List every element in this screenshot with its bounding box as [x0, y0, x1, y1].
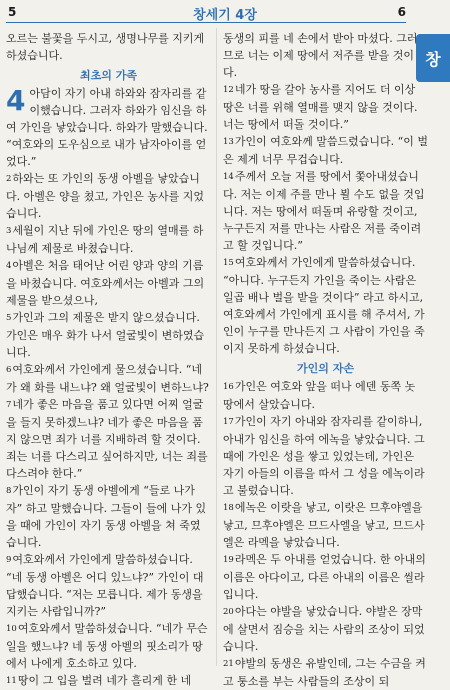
- verse-text: 아벨은 처음 태어난 어린 양과 양의 기름을 바쳤습니다. 여호와께서는 아벨과 그의 제물을 받으셨으나,: [6, 259, 205, 307]
- verse-number: 8: [6, 486, 12, 496]
- verse-number: 6: [6, 365, 12, 375]
- verse-text: 여호와께서 말씀하셨습니다. “네가 무슨 일을 했느냐? 네 동생 아벨의 핏소리가 땅에서 나에게 호소하고 있다.: [6, 622, 208, 670]
- verse: [223, 378, 428, 413]
- verse-text: 네가 땅을 갈아 농사를 지어도 더 이상 땅은 너를 위해 열매를 맺지 않을 것이다. 너는 땅에서 떠돌 것이다.”: [223, 83, 418, 131]
- verse-number: 12: [223, 85, 234, 95]
- verse-text: 야발의 동생은 유발인데, 그는 수금을 켜고 퉁소를 부는 사람들의 조상이 되: [223, 657, 426, 688]
- right-verses-a: [223, 30, 428, 357]
- verse-number: 3: [6, 226, 12, 236]
- verse: [6, 170, 211, 222]
- verse-text: 네가 좋은 마음을 품고 있다면 어찌 얼굴을 들지 못하겠느냐? 네가 좋은 마음을 품지 않으면 죄가 너를 지배하려 할 것이다. 죄는 너를 다스리고 싶어하지만, 너는 죄를 다스려야 한다.”: [6, 398, 208, 480]
- verse-text: 동생의 피를 네 손에서 받아 마셨다. 그러므로 너는 이제 땅에서 저주를 받을 것이다.: [223, 32, 418, 79]
- verse-number: 21: [223, 659, 234, 669]
- left-verses: [6, 85, 211, 690]
- section-heading-family: 최초의 가족: [80, 69, 137, 82]
- verse: [6, 672, 211, 690]
- verse-text: 가인이 자기 동생 아벨에게 “들로 나가자” 하고 말했습니다. 그들이 들에 나가 있을 때에 가인이 자기 동생 아벨을 쳐 죽였습니다.: [6, 484, 207, 549]
- page-number-right: 6: [397, 5, 406, 19]
- verse-number: 17: [223, 417, 234, 427]
- right-column: [223, 30, 428, 690]
- verse-text: 세월이 지난 뒤에 가인은 땅의 열매를 하나님께 제물로 바쳤습니다.: [6, 224, 204, 255]
- left-column: [6, 30, 211, 690]
- verse-number: 13: [223, 137, 234, 147]
- verse: [6, 85, 211, 170]
- verse-number: 2: [6, 174, 12, 184]
- verse-text: 가인이 여호와께 말씀드렸습니다. “이 벌은 제게 너무 무겁습니다.: [223, 135, 428, 166]
- verse-number: 20: [223, 607, 234, 617]
- verse: [6, 620, 211, 672]
- verse-text: 여호와께서 가인에게 말씀하셨습니다. “네 동생 아벨은 어디 있느냐?” 가인이 대답했습니다. “저는 모릅니다. 제가 동생을 지키는 사람입니까?”: [6, 553, 204, 618]
- verse: [223, 254, 428, 357]
- verse-text: 가인이 자기 아내와 잠자리를 같이하니, 아내가 임신을 하여 에녹을 낳았습니다. 그때에 가인은 성을 쌓고 있었는데, 가인은 자기 아들의 이름을 따서 그 성을 에녹이라고 불렀습니다.: [223, 415, 425, 497]
- verse: [6, 482, 211, 551]
- verse-text: 가인은 여호와 앞을 떠나 에덴 동쪽 놋 땅에서 살았습니다.: [223, 380, 416, 411]
- verse-number: 19: [223, 555, 234, 565]
- verse-number: 14: [223, 172, 234, 182]
- intro-text: 오르는 불꽃을 두시고, 생명나무를 지키게 하셨습니다.: [6, 32, 205, 62]
- verse-text: 땅이 그 입을 벌려 네가 흘리게 한 네: [17, 674, 192, 687]
- verse: [6, 551, 211, 620]
- verse-number: 4: [6, 261, 12, 271]
- verse: [6, 309, 211, 361]
- verse-text: 하와는 또 가인의 동생 아벨을 낳았습니다. 아벨은 양을 쳤고, 가인은 농사를 지었습니다.: [6, 172, 204, 220]
- verse: [6, 361, 211, 396]
- verse: [223, 499, 428, 551]
- page-number-left: 5: [8, 5, 17, 19]
- verse-text: 여호와께서 가인에게 물으셨습니다. “네가 왜 화를 내느냐? 왜 얼굴빛이 변하느냐?: [6, 363, 209, 394]
- header-rule: [6, 22, 406, 23]
- verse-text: 아다는 야발을 낳았습니다. 야발은 장막에 살면서 짐승을 치는 사람의 조상이 되었습니다.: [223, 605, 425, 653]
- verse-text: 여호와께서 가인에게 말씀하셨습니다. “아니다. 누구든지 가인을 죽이는 사람은 일곱 배나 벌을 받을 것이다” 라고 하시고, 여호와께서 가인에게 표시를 해 주셔서, 가인이 누구를 만나든지 그 사람이 가인을 죽이지 못하게 하셨습니다.: [223, 256, 425, 355]
- running-title: 창세기 4장: [193, 8, 257, 23]
- verse-number: 18: [223, 503, 234, 513]
- verse-text: 아담이 자기 아내 하와와 잠자리를 같이했습니다. 그러자 하와가 임신을 하여 가인을 낳았습니다. 하와가 말했습니다. “여호와의 도우심으로 내가 남자아이를 얻었다.”: [6, 87, 208, 168]
- verse-number: 7: [6, 400, 12, 410]
- verse-number: 11: [6, 676, 17, 686]
- verse-number: 16: [223, 382, 234, 392]
- verse: [223, 133, 428, 168]
- verse: [223, 413, 428, 499]
- verse: [223, 551, 428, 603]
- verse: [6, 222, 211, 257]
- verse-number: 5: [6, 313, 12, 323]
- book-tab: 창: [416, 34, 450, 82]
- verse-text: 라멕은 두 아내를 얻었습니다. 한 아내의 이름은 아다이고, 다른 아내의 이름은 씰라입니다.: [223, 553, 426, 601]
- verse: [6, 257, 211, 309]
- verse: [223, 168, 428, 254]
- verse-text: 주께서 오늘 저를 땅에서 쫓아내셨습니다. 저는 이제 주를 만나 뵐 수도 없을 것입니다. 저는 땅에서 떠돌며 유랑할 것이고, 누구든지 저를 만나는 사람은 저를 죽이려고 할 것입니다.”: [223, 170, 425, 252]
- verse: [223, 603, 428, 655]
- right-verses-b: [223, 378, 428, 690]
- verse: [223, 30, 428, 81]
- verse: [6, 396, 211, 482]
- chapter-number: 4: [6, 84, 26, 117]
- verse-text: 에녹은 이랏을 낳고, 이랏은 므후야엘을 낳고, 므후야엘은 므드사엘을 낳고, 므드사엘은 라멕을 낳았습니다.: [223, 501, 425, 549]
- section-heading-descendants: 가인의 자손: [297, 362, 354, 375]
- verse: [223, 81, 428, 133]
- verse-number: 9: [6, 555, 12, 565]
- page-header: [0, 0, 450, 30]
- verse-text: 가인과 그의 제물은 받지 않으셨습니다. 가인은 매우 화가 나서 얼굴빛이 변하였습니다.: [6, 311, 205, 359]
- verse-number: 10: [6, 624, 17, 634]
- column-divider: [216, 28, 217, 666]
- verse: [223, 655, 428, 690]
- verse-number: 15: [223, 258, 234, 268]
